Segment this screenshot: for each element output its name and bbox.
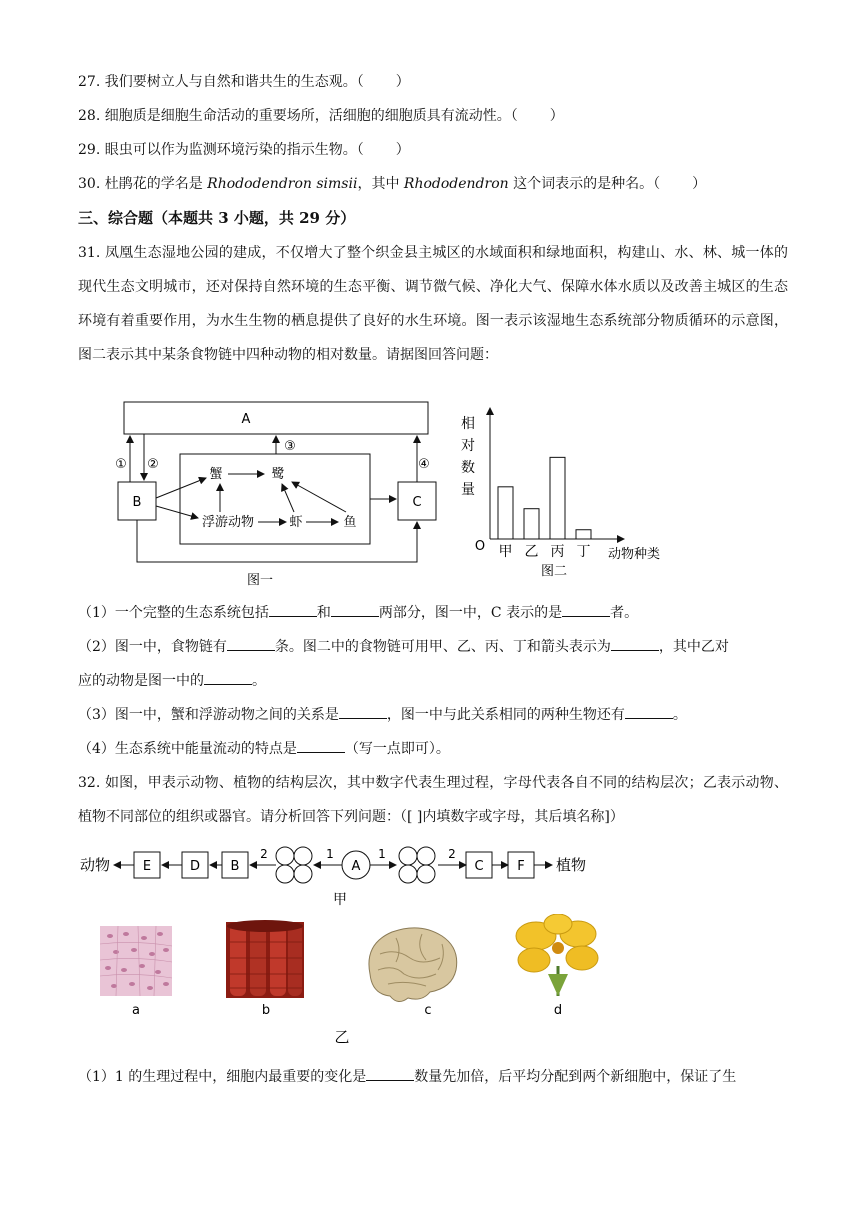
flower-d-image (516, 914, 598, 996)
figure-yi-caption: 乙 (334, 1028, 350, 1046)
item-text-mid: ，其中 (357, 176, 400, 192)
answer-blank[interactable] (339, 704, 387, 719)
item-close: ） (549, 108, 564, 124)
tf-item-29 (78, 140, 410, 160)
sub-text: （2）图一中，食物链有 (78, 639, 227, 655)
q32-sub-1 (78, 1066, 736, 1087)
figure-jia-caption: 甲 (333, 892, 347, 908)
tf-item-30 (78, 174, 706, 194)
q31-sub-3 (78, 704, 687, 725)
tick-label-甲: 甲 (498, 544, 513, 560)
sub-text: 和 (316, 605, 331, 621)
label-yi-a: a (132, 1003, 140, 1018)
figure-yi (96, 914, 616, 1048)
sub-text: ，图一中与此关系相同的两种生物还有 (386, 707, 625, 723)
label-shrimp: 虾 (289, 515, 303, 530)
label-c: C (412, 495, 422, 510)
figure-jia (78, 842, 618, 912)
item-text: 眼虫可以作为监测环境污染的指示生物。（ (104, 142, 364, 158)
answer-blank[interactable] (611, 636, 659, 651)
sub-text: 数量先加倍，后平均分配到两个新细胞中，保证了生 (414, 1069, 737, 1085)
sub-text: 。 (252, 673, 266, 689)
sub-text: ，其中乙对 (658, 639, 729, 655)
num-2: ② (147, 457, 159, 472)
sub-text: （写一点即可）。 (344, 741, 450, 757)
sub-text: 条。图二中的食物链可用甲、乙、丙、丁和箭头表示为 (274, 639, 611, 655)
tick-label-丁: 丁 (576, 544, 591, 560)
item-text-pre: 杜鹃花的学名是 (104, 176, 203, 192)
num-3: ③ (284, 439, 296, 454)
arrow-fish-heron (292, 482, 346, 512)
label-c: C (474, 859, 484, 874)
label-yi-b: b (261, 1003, 271, 1018)
bar-乙 (524, 509, 539, 539)
answer-blank[interactable] (227, 636, 275, 651)
arrow-b-to-crab (156, 478, 206, 498)
label-yi-d: d (553, 1003, 563, 1018)
sub-text: （1）一个完整的生态系统包括 (78, 605, 269, 621)
section-heading: 三、综合题（本题共 3 小题，共 29 分） (78, 209, 356, 227)
num-4: ④ (418, 457, 430, 472)
item-text: 我们要树立人与自然和谐共生的生态观。（ (104, 74, 364, 90)
answer-blank[interactable] (366, 1066, 414, 1081)
arrow-b-to-c (137, 520, 417, 562)
bar-丙 (550, 457, 565, 539)
label-yi-c: c (424, 1003, 432, 1018)
item-text: 细胞质是细胞生命活动的重要场所，活细胞的细胞质具有流动性。（ (104, 108, 518, 124)
answer-blank[interactable] (625, 704, 673, 719)
label-fish: 鱼 (343, 515, 357, 530)
sub-text: 应的动物是图一中的 (78, 673, 204, 689)
label-a: A (241, 412, 251, 427)
sub-text: （3）图一中，蟹和浮游动物之间的关系是 (78, 707, 339, 723)
brain-c-image (369, 928, 457, 1002)
cells-left (276, 847, 312, 883)
item-close: ） (395, 74, 410, 90)
q31-sub-1 (78, 602, 638, 623)
origin-label: O (474, 539, 486, 554)
process-1-right: 1 (378, 847, 386, 861)
label-f: F (517, 859, 525, 874)
q31-sub-2-cont (78, 670, 266, 691)
item-close: ） (692, 176, 707, 192)
figure-1-caption: 图一 (246, 573, 274, 588)
label-b: B (230, 859, 240, 874)
arrow-shrimp-heron (282, 484, 294, 512)
cells-right (399, 847, 435, 883)
q31-stem: 31. 凤凰生态湿地公园的建成，不仅增大了整个织金县主城区的水域面积和绿地面积，构建山、水、林、城一体的现代生态文明城市，还对保持自然环境的生态平衡、调节微气候、净化大气、保障水体水质以及改善主城区的生态环境有着重要作用，为水生生物的栖息提供了良好的水生环境。图一表示该湿地生态系统部分物质循环的示意图，图二表示其中某条食物链中四种动物的相对数量。请据图回答问题： (78, 245, 788, 363)
figure-2-caption: 图二 (540, 564, 568, 579)
tf-item-28 (78, 106, 564, 126)
label-crab: 蟹 (209, 467, 223, 482)
answer-blank[interactable] (331, 602, 379, 617)
label-plankton: 浮游动物 (201, 515, 255, 530)
bar-甲 (498, 487, 513, 539)
label-a: A (351, 859, 361, 874)
tf-item-27 (78, 72, 410, 92)
sub-text: 者。 (610, 605, 639, 621)
x-axis-label: 动物种类 (607, 547, 661, 562)
process-2-right: 2 (448, 847, 456, 861)
answer-blank[interactable] (562, 602, 610, 617)
answer-blank[interactable] (269, 602, 317, 617)
label-plant: 植物 (556, 856, 587, 874)
label-e: E (142, 859, 152, 874)
label-d: D (189, 859, 201, 874)
answer-blank[interactable] (297, 738, 345, 753)
genus-name: Rhododendron (403, 176, 509, 192)
tissue-b-image (226, 920, 304, 998)
answer-blank[interactable] (204, 670, 252, 685)
bar-丁 (576, 530, 591, 539)
sub-text: 两部分，图一中，C 表示的是 (378, 605, 563, 621)
num-1: ① (115, 457, 127, 472)
q32-stem: 32. 如图，甲表示动物、植物的结构层次，其中数字代表生理过程，字母代表各自不同的结构层次；乙表示动物、植物不同部位的组织或器官。请分析回答下列问题：（[ ]内填数字或字母，其后填名称]） (78, 775, 788, 825)
sub-text: 。 (672, 707, 687, 723)
y-label-4: 量 (461, 482, 475, 498)
sub-text: （1）1 的生理过程中，细胞内最重要的变化是 (78, 1069, 367, 1085)
figure-1-diagram (110, 398, 450, 590)
y-label-3: 数 (461, 460, 475, 476)
y-label-1: 相 (461, 416, 475, 432)
item-number: 27. (78, 74, 101, 90)
q31-sub-2 (78, 636, 729, 657)
label-heron: 鹭 (271, 467, 285, 482)
arrow-b-to-plankton (156, 506, 198, 518)
tissue-a-image (100, 926, 172, 996)
process-2-left: 2 (260, 847, 268, 861)
item-number: 30. (78, 176, 101, 192)
tick-label-丙: 丙 (550, 544, 565, 560)
scientific-name: Rhododendron simsii (207, 176, 358, 192)
item-number: 28. (78, 108, 101, 124)
q31-sub-4 (78, 738, 450, 759)
box-a (124, 402, 428, 434)
label-animal: 动物 (80, 856, 111, 874)
item-close: ） (395, 142, 410, 158)
figure-2-chart (456, 400, 676, 580)
process-1-left: 1 (326, 847, 334, 861)
y-label-2: 对 (461, 438, 475, 454)
item-text-post: 这个词表示的是种名。（ (513, 176, 661, 192)
item-number: 29. (78, 142, 101, 158)
sub-text: （4）生态系统中能量流动的特点是 (78, 741, 297, 757)
tick-label-乙: 乙 (524, 544, 539, 560)
label-b: B (132, 495, 142, 510)
